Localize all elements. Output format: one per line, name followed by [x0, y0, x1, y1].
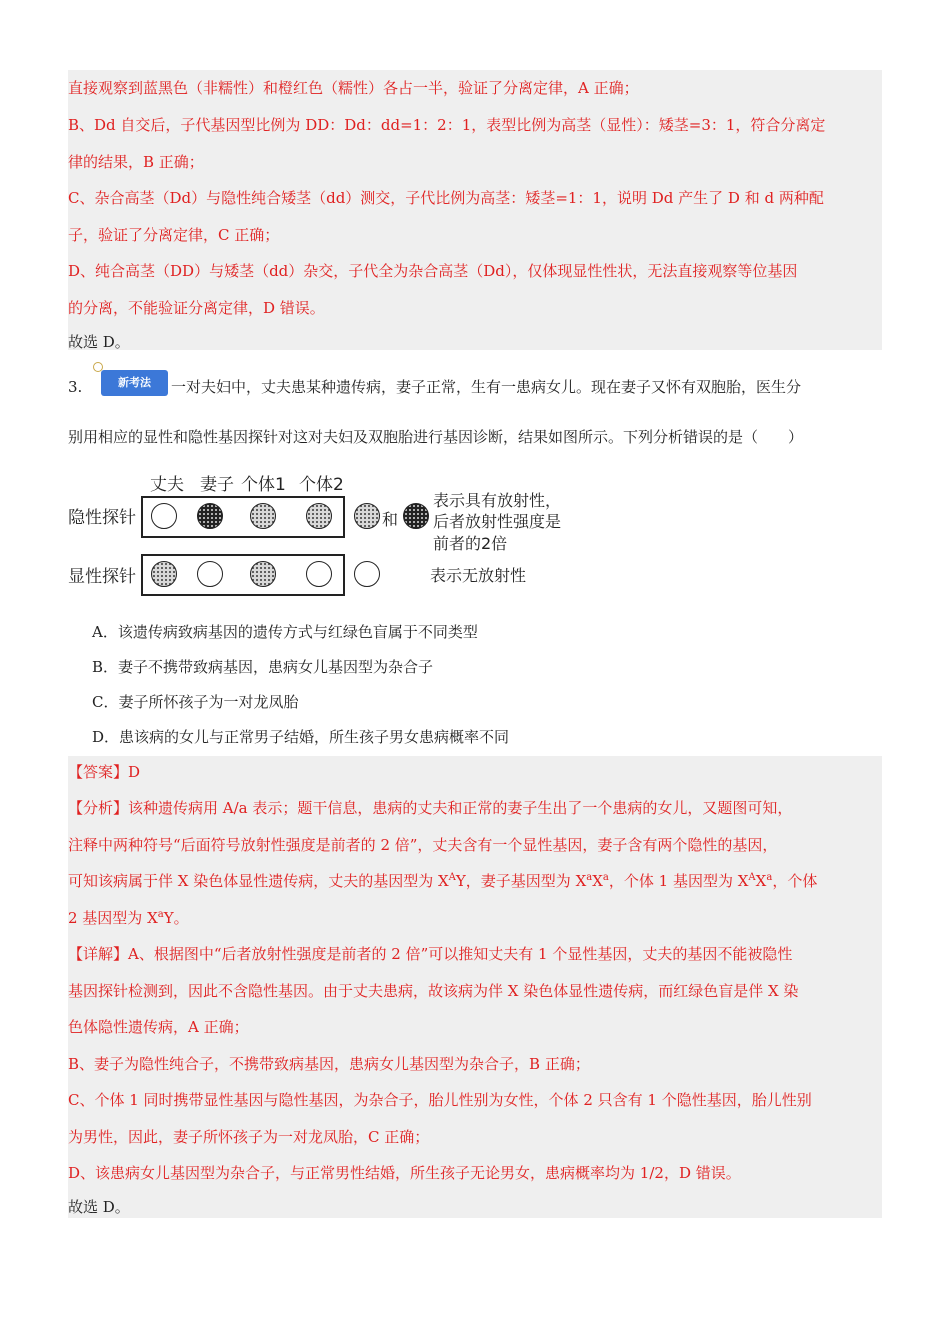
option-a: A．该遗传病致病基因的遗传方式与红绿色盲属于不同类型 — [92, 623, 478, 641]
row-label-recessive-probe: 隐性探针 — [68, 508, 136, 528]
question-stem-line1: 一对夫妇中，丈夫患某种遗传病，妻子正常，生有一患病女儿。现在妻子又怀有双胞胎，医生分 — [171, 378, 802, 396]
analysis-line-genotypes: 可知该病属于伴 X 染色体显性遗传病，丈夫的基因型为 $X^AY$，妻子基因型为 $X^aX^a$，个体 1 基因型为 $X^AX^a$，个体 — [68, 872, 818, 890]
explanation-block-previous — [68, 70, 882, 350]
dominant-wife-cell — [197, 561, 223, 587]
conclusion-text: 故选 D。 — [68, 333, 130, 351]
explanation-line: C、杂合高茎（Dd）与隐性纯合矮茎（dd）测交，子代比例为高茎：矮茎=1：1，说明 Dd 产生了 D 和 d 两种配 — [68, 189, 824, 207]
analysis-line-genotype-2: 2 基因型为 $X^aY$。 — [68, 909, 189, 927]
recessive-wife-cell — [197, 503, 223, 529]
detail-line: 为男性，因此，妻子所怀孩子为一对龙凤胎，C 正确； — [68, 1128, 430, 1146]
detail-line: D、该患病女儿基因型为杂合子，与正常男性结婚，所生孩子无论男女，患病概率均为 1/2，D 错误。 — [68, 1164, 741, 1182]
legend-no-radioactivity-text: 表示无放射性 — [430, 566, 527, 585]
question-stem-line2: 别用相应的显性和隐性基因探针对这对夫妇及双胞胎进行基因诊断，结果如图所示。下列分析错误的是（ ） — [68, 428, 804, 446]
option-c: C．妻子所怀孩子为一对龙凤胎 — [92, 693, 299, 711]
new-method-badge: 新考法 — [101, 370, 168, 396]
detail-line: 色体隐性遗传病，A 正确； — [68, 1018, 249, 1036]
explanation-line: D、纯合高茎（DD）与矮茎（dd）杂交，子代全为杂合高茎（Dd），仅体现显性性状，无法直接观察等位基因 — [68, 262, 798, 280]
column-label-husband: 丈夫 — [150, 475, 184, 495]
option-d: D．患该病的女儿与正常男子结婚，所生孩子男女患病概率不同 — [92, 728, 510, 746]
option-b: B．妻子不携带致病基因，患病女儿基因型为杂合子 — [92, 658, 434, 676]
legend-radioactive-text-3: 前者的2倍 — [433, 534, 508, 553]
detail-line: C、个体 1 同时携带显性基因与隐性基因，为杂合子，胎儿性别为女性，个体 2 只含有 1 个隐性基因，胎儿性别 — [68, 1091, 812, 1109]
legend-radioactive-text-1: 表示具有放射性， — [433, 491, 562, 510]
explanation-line: B、Dd 自交后，子代基因型比例为 DD：Dd：dd=1：2：1，表型比例为高茎（显性）：矮茎=3：1，符合分离定 — [68, 116, 826, 134]
explanation-line: 律的结果，B 正确； — [68, 153, 204, 171]
analysis-line: 注释中两种符号“后面符号放射性强度是前者的 2 倍”，丈夫含有一个显性基因，妻子含有两个隐性的基因， — [68, 836, 778, 854]
column-label-individual1: 个体1 — [241, 475, 286, 495]
dominant-individual1-cell — [250, 561, 276, 587]
legend-weak-signal-icon — [354, 503, 380, 529]
detail-line: 基因探针检测到，因此不含隐性基因。由于丈夫患病，故该病为伴 X 染色体显性遗传病，而红绿色盲是伴 X 染 — [68, 982, 799, 1000]
detail-line: B、妻子为隐性纯合子，不携带致病基因，患病女儿基因型为杂合子，B 正确； — [68, 1055, 590, 1073]
recessive-husband-cell — [151, 503, 177, 529]
detail-line: 【详解】A、根据图中“后者放射性强度是前者的 2 倍”可以推知丈夫有 1 个显性基因，丈夫的基因不能被隐性 — [68, 945, 793, 963]
legend-strong-signal-icon — [403, 503, 429, 529]
row-label-dominant-probe: 显性探针 — [68, 567, 136, 587]
answer-text: 【答案】D — [68, 763, 141, 781]
conclusion-text: 故选 D。 — [68, 1198, 130, 1216]
explanation-line: 子，验证了分离定律，C 正确； — [68, 226, 280, 244]
analysis-line: 【分析】该种遗传病用 A/a 表示；题干信息，患病的丈夫和正常的妻子生出了一个患病的女儿，又题图可知， — [68, 799, 793, 817]
explanation-line: 直接观察到蓝黑色（非糯性）和橙红色（糯性）各占一半，验证了分离定律，A 正确； — [68, 79, 639, 97]
column-label-individual2: 个体2 — [299, 475, 344, 495]
answer-block — [68, 756, 882, 1218]
dominant-husband-cell — [151, 561, 177, 587]
explanation-line: 的分离，不能验证分离定律，D 错误。 — [68, 299, 325, 317]
legend-radioactive-text-2: 后者放射性强度是 — [433, 512, 562, 531]
question-number: 3. — [68, 378, 83, 396]
recessive-individual1-cell — [250, 503, 276, 529]
recessive-individual2-cell — [306, 503, 332, 529]
legend-no-signal-icon — [354, 561, 380, 587]
dominant-individual2-cell — [306, 561, 332, 587]
legend-and: 和 — [382, 510, 399, 529]
column-label-wife: 妻子 — [200, 475, 234, 495]
